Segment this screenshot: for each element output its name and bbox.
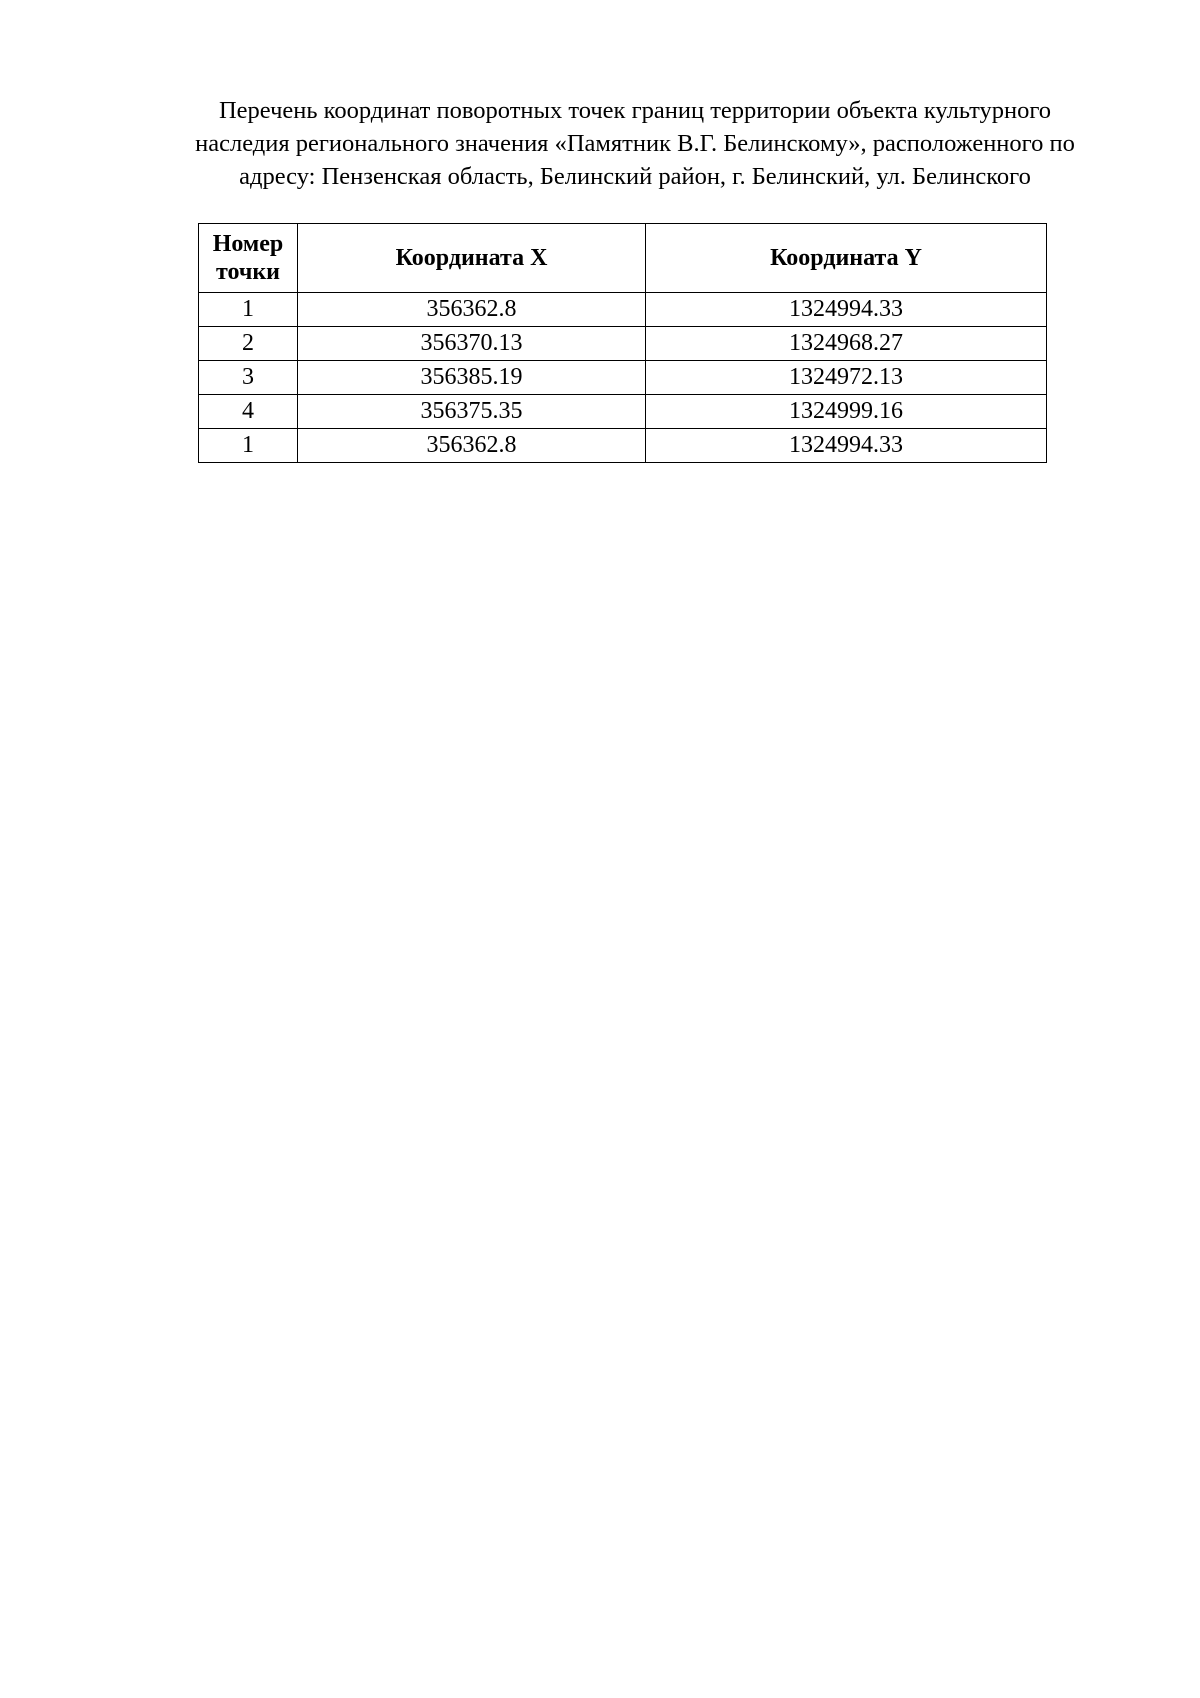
- cell-x: 356385.19: [298, 361, 646, 395]
- cell-point: 2: [199, 327, 298, 361]
- cell-x: 356370.13: [298, 327, 646, 361]
- cell-x: 356375.35: [298, 395, 646, 429]
- header-point-line-2: точки: [215, 259, 281, 285]
- cell-y: 1324999.16: [646, 395, 1047, 429]
- cell-point: 4: [199, 395, 298, 429]
- table-row: [199, 429, 1047, 463]
- document-title: [110, 94, 1160, 193]
- cell-point: 1: [199, 293, 298, 327]
- header-point-line-1: Номер: [212, 231, 284, 257]
- cell-x: 356362.8: [298, 429, 646, 463]
- header-coordinate-x: Координата X: [298, 224, 646, 293]
- cell-y: 1324994.33: [646, 293, 1047, 327]
- table-row: [199, 395, 1047, 429]
- cell-y: 1324972.13: [646, 361, 1047, 395]
- cell-y: 1324968.27: [646, 327, 1047, 361]
- cell-point: 3: [199, 361, 298, 395]
- table-row: [199, 361, 1047, 395]
- coordinates-table: [198, 223, 1047, 463]
- title-line-3: адресу: Пензенская область, Белинский район, г. Белинский, ул. Белинского: [239, 163, 1031, 190]
- cell-x: 356362.8: [298, 293, 646, 327]
- table-row: [199, 327, 1047, 361]
- cell-point: 1: [199, 429, 298, 463]
- table-row: [199, 293, 1047, 327]
- title-line-1: Перечень координат поворотных точек границ территории объекта культурного: [218, 97, 1052, 124]
- header-point-number: [199, 224, 298, 293]
- cell-y: 1324994.33: [646, 429, 1047, 463]
- table-header-row: [199, 224, 1047, 293]
- header-coordinate-y: Координата Y: [646, 224, 1047, 293]
- title-line-2: наследия регионального значения «Памятник В.Г. Белинскому», расположенного по: [195, 130, 1075, 157]
